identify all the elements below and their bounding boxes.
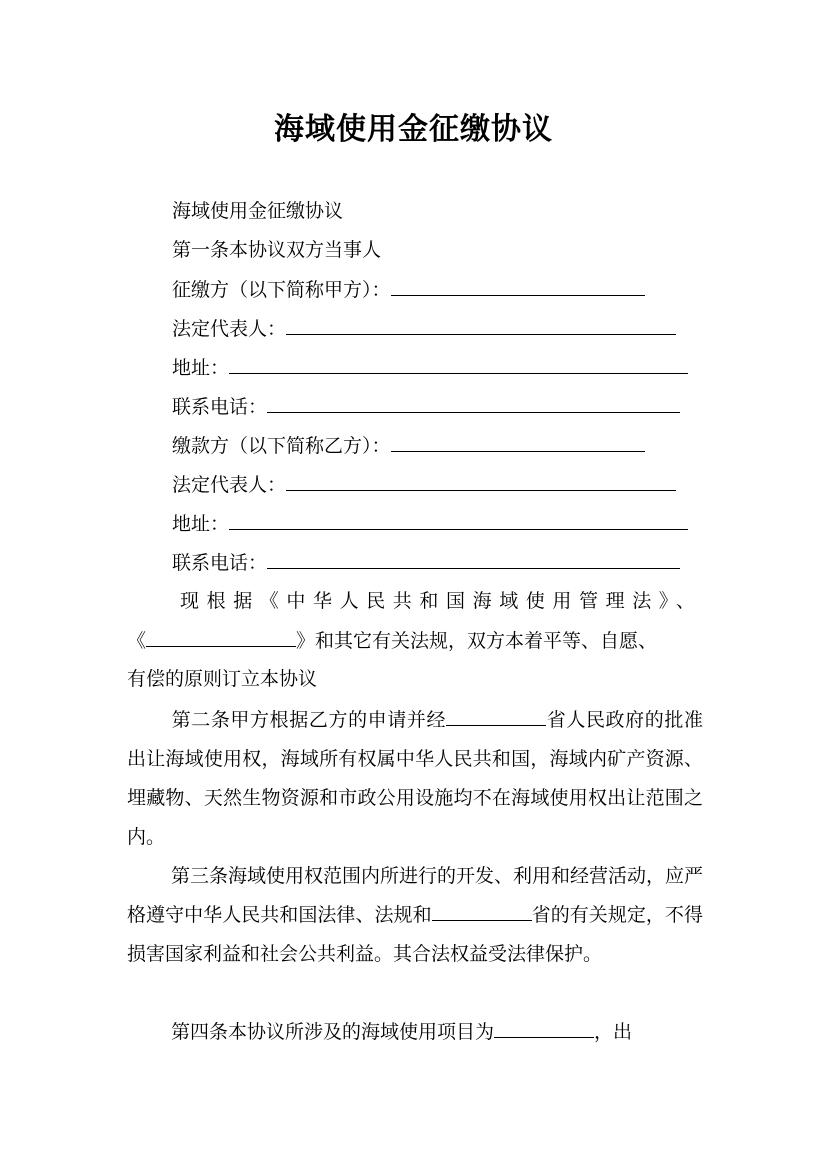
- article-3-paragraph: [127, 857, 703, 974]
- party-b-label: 缴款方（以下简称乙方）：: [172, 435, 391, 457]
- party-b-blank: [391, 433, 645, 452]
- rep-a-blank: [286, 316, 676, 335]
- province-blank-1: [446, 707, 546, 726]
- addr-a-blank: [229, 355, 688, 374]
- intro-line-1: 现根据《中华人民共和国海域使用管理法》、: [180, 590, 703, 612]
- party-a-label: 征缴方（以下简称甲方）：: [172, 279, 391, 301]
- phone-a-label: 联系电话：: [172, 396, 268, 418]
- addr-a-label: 地址：: [172, 357, 230, 379]
- phone-a-blank: [267, 394, 680, 413]
- addr-b-label: 地址：: [172, 513, 230, 535]
- addr-b-blank: [229, 511, 688, 530]
- intro-line-3: 有偿的原则订立本协议: [127, 668, 318, 690]
- phone-b-line: [172, 550, 680, 574]
- party-b-line: [172, 433, 645, 457]
- addr-b-line: [172, 511, 688, 535]
- rep-b-line: [172, 472, 676, 496]
- rep-a-label: 法定代表人：: [172, 318, 287, 340]
- intro-open-bracket: 《: [127, 630, 147, 652]
- article-2-paragraph: [127, 701, 703, 857]
- addr-a-line: [172, 355, 688, 379]
- intro-line-2-text: 》和其它有关法规，双方本着平等、自愿、: [296, 630, 658, 652]
- document-title: 海域使用金征缴协议: [274, 112, 553, 147]
- phone-a-line: [172, 394, 680, 418]
- article-2-text-b: 省人民政府的批准出让海域使用权，海域所有权属中华人民共和国，海域内矿产资源、埋藏物、天然生物资源和市政公用设施均不在海域使用权出让范围之内。: [127, 709, 703, 848]
- project-blank: [494, 1019, 594, 1038]
- article-3-text-b: 省的有关规定，不得损害国家利益和社会公共利益。其合法权益受法律保护。: [127, 904, 703, 965]
- article-1-heading: 第一条本协议双方当事人: [172, 239, 382, 261]
- article-3-text-a: 第三条海域使用权范围内所进行的开发、利用和经营活动，应严格遵守中华人民共和国法律、法规和: [127, 865, 704, 926]
- party-a-blank: [391, 277, 645, 296]
- phone-b-blank: [267, 550, 680, 569]
- article-4-text-b: ，出: [594, 1021, 633, 1043]
- document-subtitle: 海域使用金征缴协议: [172, 200, 344, 222]
- article-4-paragraph: [127, 1013, 703, 1052]
- rep-a-line: [172, 316, 676, 340]
- rep-b-blank: [286, 472, 676, 491]
- party-a-line: [172, 277, 645, 301]
- rep-b-label: 法定代表人：: [172, 474, 287, 496]
- article-4-text-a: 第四条本协议所涉及的海域使用项目为: [171, 1021, 495, 1043]
- province-blank-2: [432, 902, 532, 921]
- article-2-text-a: 第二条甲方根据乙方的申请并经: [171, 709, 447, 731]
- phone-b-label: 联系电话：: [172, 552, 268, 574]
- law-name-blank: [146, 628, 296, 647]
- intro-line-2: [127, 628, 657, 652]
